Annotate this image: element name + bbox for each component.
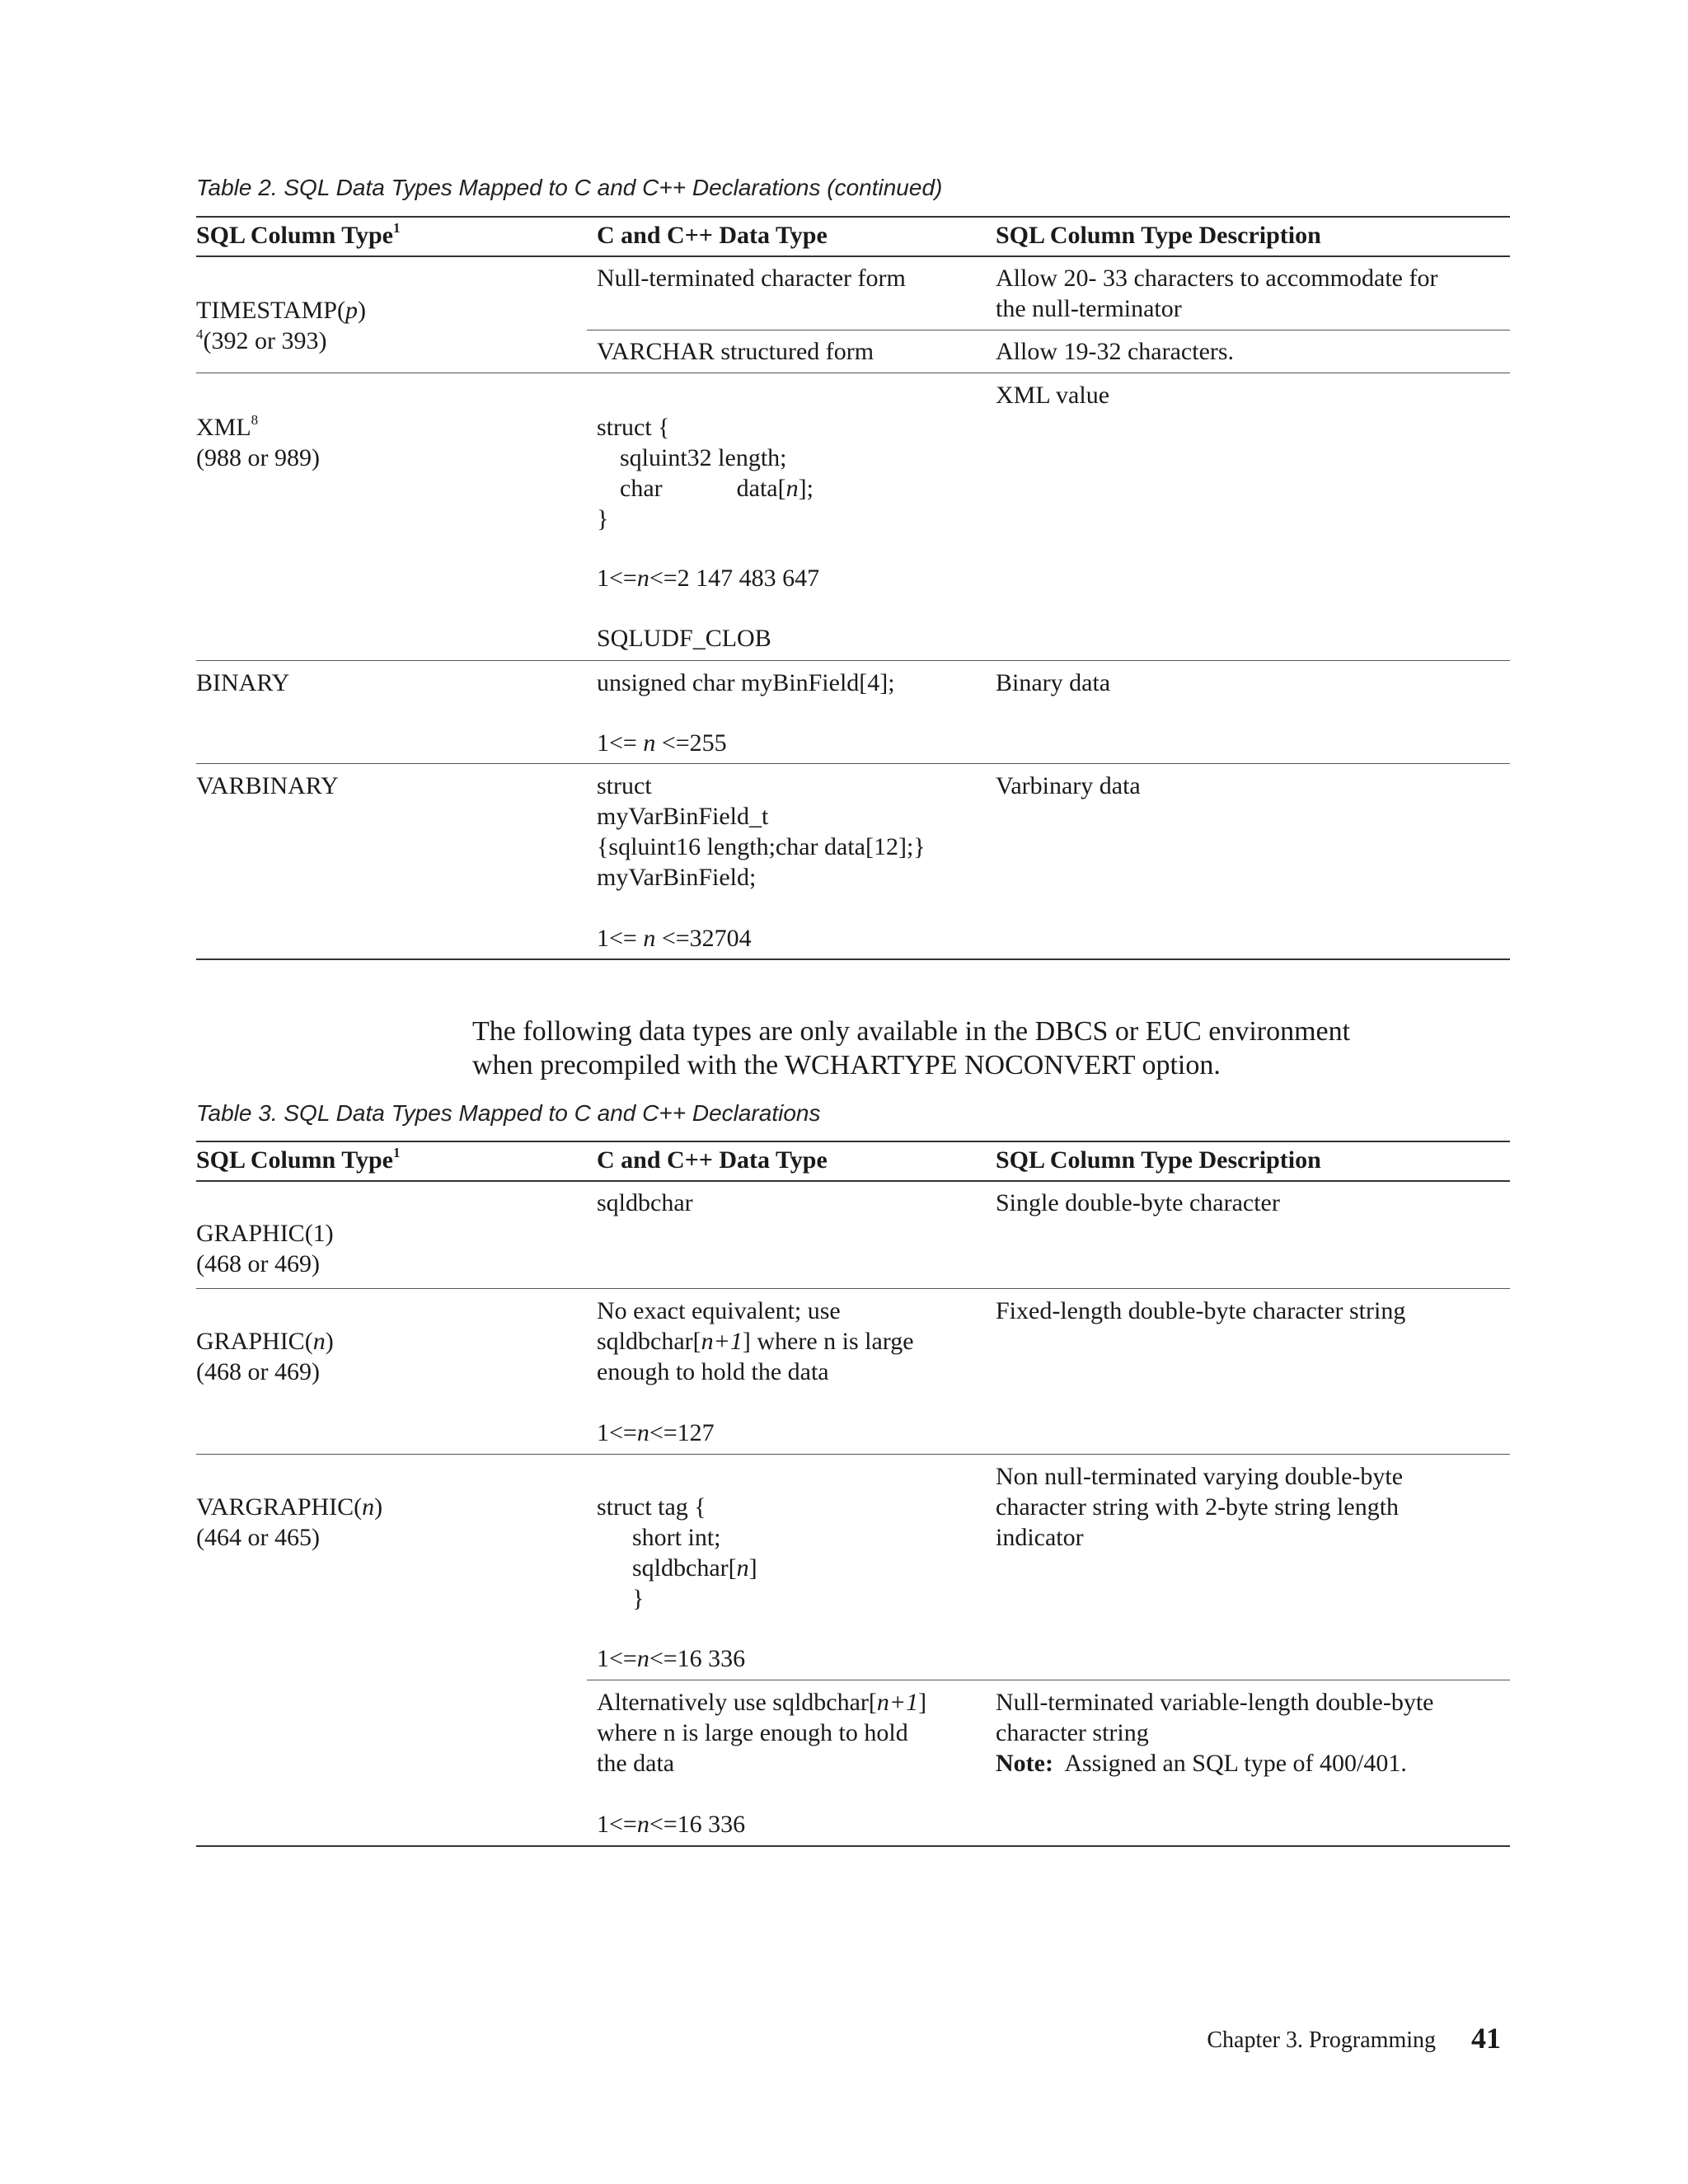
vargraphic-struct-close: }: [632, 1585, 645, 1612]
xml-type: XML$^8$: [196, 412, 259, 441]
xml-desc: XML value: [996, 382, 1110, 409]
table3-bottom-rule: [196, 1845, 1510, 1847]
xml-sqludf-clob: SQLUDF_CLOB: [597, 625, 771, 652]
graphicn-type: GRAPHIC(n): [196, 1328, 334, 1355]
binary-range: 1<= n <=255: [597, 729, 727, 757]
table3-header-sql-column-type: SQL Column Type$^1$: [196, 1145, 401, 1174]
timestamp-type: TIMESTAMP(p): [196, 297, 366, 324]
body-paragraph-line2: when precompiled with the WCHARTYPE NOCONVERT option.: [472, 1050, 1221, 1080]
vargraphic-desc1-line1: Non null-terminated varying double-byte: [996, 1463, 1404, 1490]
xml-struct-open: struct {: [597, 414, 670, 441]
table3-top-rule: [196, 1141, 1510, 1142]
graphic1-desc: Single double-byte character: [996, 1189, 1280, 1216]
xml-range: 1<=n<=2 147 483 647: [597, 565, 820, 592]
vargraphic-alt-line3: the data: [597, 1750, 675, 1777]
graphicn-row-rule: [196, 1454, 1510, 1455]
varbinary-range: 1<= n <=32704: [597, 925, 752, 952]
timestamp-varchar-desc: Allow 19-32 characters.: [996, 338, 1235, 365]
vargraphic-desc1-line3: indicator: [996, 1524, 1084, 1551]
table2-header-sql-column-type: SQL Column Type$^1$: [196, 220, 401, 249]
body-paragraph-line1: The following data types are only available in the DBCS or EUC environment: [472, 1016, 1351, 1047]
vargraphic-range-1: 1<=n<=16 336: [597, 1645, 746, 1672]
vargraphic-struct-open: struct tag {: [597, 1493, 706, 1521]
table3-caption: Table 3. SQL Data Types Mapped to C and C++ Declarations: [196, 1100, 821, 1126]
xml-struct-close: }: [597, 505, 609, 532]
table2-caption: Table 2. SQL Data Types Mapped to C and C++ Declarations (continued): [196, 175, 943, 200]
table2-top-rule: [196, 216, 1510, 218]
graphicn-range: 1<=n<=127: [597, 1419, 715, 1446]
vargraphic-short-int: short int;: [632, 1524, 721, 1551]
table2-header-description: SQL Column Type Description: [996, 222, 1321, 249]
vargraphic-desc2-line2: character string: [996, 1719, 1149, 1746]
graphic1-type: GRAPHIC(1): [196, 1220, 334, 1247]
vargraphic-note: Note: Assigned an SQL type of 400/401.: [996, 1750, 1407, 1777]
timestamp-varchar-form: VARCHAR structured form: [597, 338, 874, 365]
timestamp-desc-line1: Allow 20- 33 characters to accommodate for: [996, 265, 1438, 292]
vargraphic-sqldbchar-field: sqldbchar[n]: [632, 1554, 757, 1582]
table3-header-rule: [196, 1180, 1510, 1182]
vargraphic-alt-line2: where n is large enough to hold: [597, 1719, 908, 1746]
graphicn-c-line1: No exact equivalent; use: [597, 1297, 841, 1324]
xml-codes: (988 or 989): [196, 444, 320, 471]
footer-page-number: 41: [1471, 2022, 1501, 2055]
varbinary-type: VARBINARY: [196, 772, 339, 799]
timestamp-codes: $^4$(392 or 393): [196, 326, 327, 354]
graphicn-desc: Fixed-length double-byte character string: [996, 1297, 1406, 1324]
graphic1-c-type: sqldbchar: [597, 1189, 693, 1216]
graphicn-c-line2: sqldbchar[n+1] where n is large: [597, 1328, 914, 1355]
vargraphic-alt-line1: Alternatively use sqldbchar[n+1]: [597, 1689, 927, 1716]
vargraphic-desc1-line2: character string with 2-byte string length: [996, 1493, 1400, 1521]
binary-desc: Binary data: [996, 669, 1111, 696]
footer-chapter: Chapter 3. Programming: [1207, 2027, 1436, 2053]
vargraphic-type: VARGRAPHIC(n): [196, 1493, 383, 1521]
varbinary-c-line4: myVarBinField;: [597, 864, 757, 891]
table2-bottom-rule: [196, 958, 1510, 960]
graphicn-c-line3: enough to hold the data: [597, 1358, 829, 1385]
vargraphic-codes: (464 or 465): [196, 1524, 320, 1551]
binary-type: BINARY: [196, 669, 290, 696]
table3-header-description: SQL Column Type Description: [996, 1146, 1321, 1174]
table2-header-c-type: C and C++ Data Type: [597, 222, 828, 249]
varbinary-c-line1: struct: [597, 772, 652, 799]
graphicn-codes: (468 or 469): [196, 1358, 320, 1385]
vargraphic-range-2: 1<=n<=16 336: [597, 1811, 746, 1838]
binary-row-rule: [196, 763, 1510, 764]
table2-header-rule: [196, 255, 1510, 257]
xml-length-field: sqluint32 length;: [620, 444, 787, 471]
varbinary-c-line2: myVarBinField_t: [597, 803, 769, 830]
table3-header-c-type: C and C++ Data Type: [597, 1146, 828, 1174]
xml-row-rule: [196, 660, 1510, 661]
xml-data-field: char data[n];: [620, 475, 814, 502]
vargraphic-desc2-line1: Null-terminated variable-length double-byte: [996, 1689, 1434, 1716]
timestamp-desc-line2: the null-terminator: [996, 295, 1182, 322]
timestamp-null-terminated-form: Null-terminated character form: [597, 265, 906, 292]
graphic1-codes: (468 or 469): [196, 1250, 320, 1277]
varbinary-desc: Varbinary data: [996, 772, 1141, 799]
graphic1-row-rule: [196, 1288, 1510, 1289]
binary-c-decl: unsigned char myBinField[4];: [597, 669, 895, 696]
varbinary-c-line3: {sqluint16 length;char data[12];}: [597, 833, 926, 860]
